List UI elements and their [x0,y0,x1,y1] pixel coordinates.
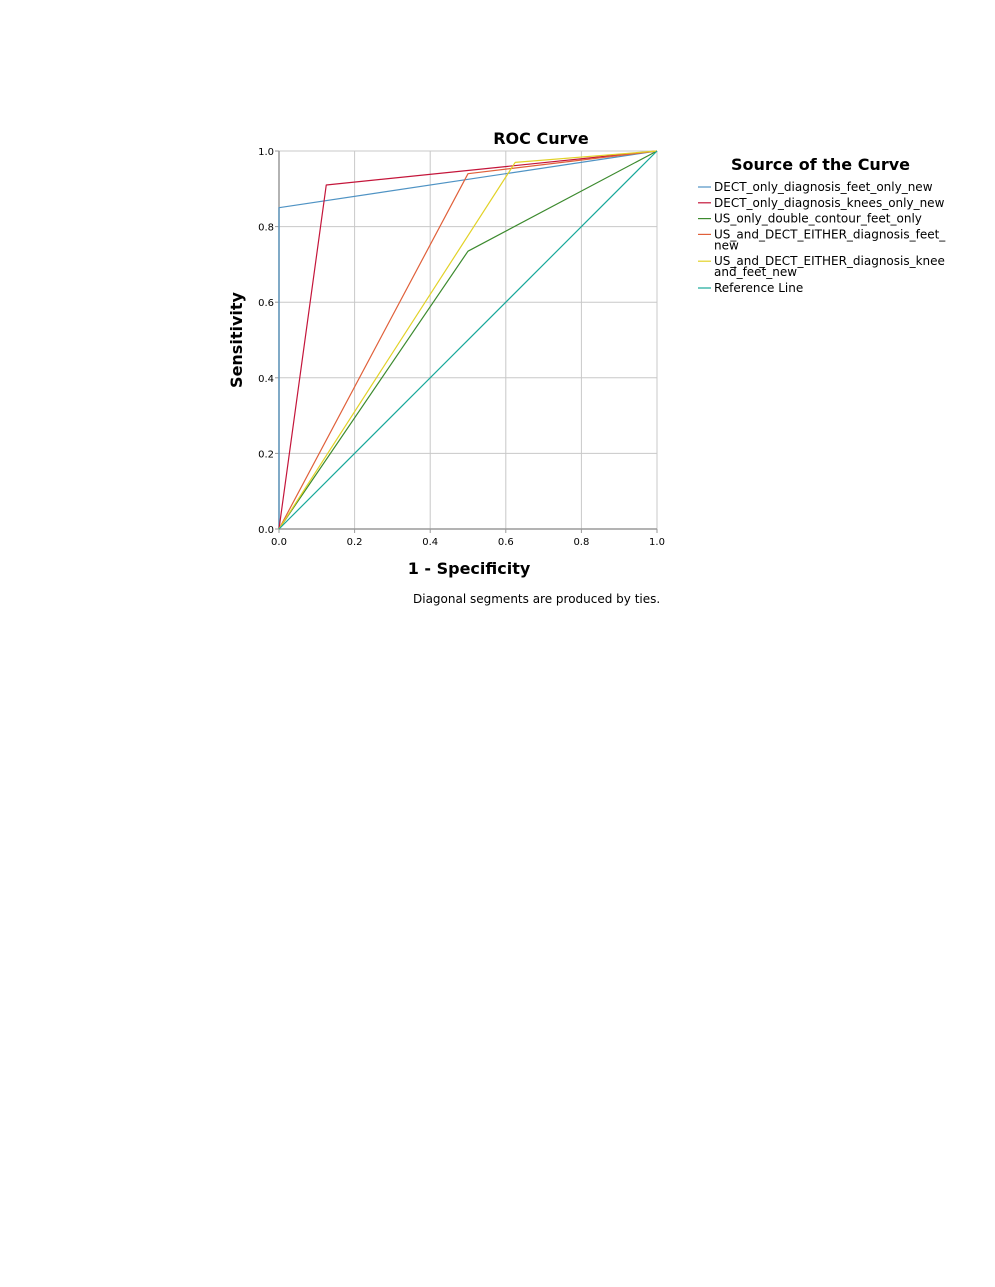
footnote: Diagonal segments are produced by ties. [413,592,661,606]
x-tick-label: 0.0 [271,537,287,548]
legend-label-3: US_only_double_contour_feet_only [714,211,922,226]
x-tick-label: 0.8 [573,537,590,548]
legend-label-5: US_and_DECT_EITHER_diagnosis_knee [714,254,945,269]
x-tick-label: 1.0 [649,537,665,548]
y-tick-label: 0.0 [258,525,274,536]
tick-labels [258,147,665,548]
legend-label-1: DECT_only_diagnosis_feet_only_new [714,180,933,194]
legend-label-4: new [714,238,739,253]
y-tick-label: 1.0 [258,147,274,158]
chart-title: ROC Curve [493,129,589,148]
legend-label-5: and_feet_new [714,265,798,280]
series-line-6 [279,151,657,529]
x-tick-label: 0.4 [422,537,439,548]
y-axis-title: Sensitivity [227,292,246,388]
x-tick-label: 0.2 [346,537,363,548]
legend-title: Source of the Curve [731,155,910,174]
y-tick-label: 0.6 [258,298,274,310]
y-tick-label: 0.4 [258,373,274,385]
legend-label-6: Reference Line [714,281,804,295]
legend [698,180,946,295]
y-tick-label: 0.8 [258,222,274,234]
series-lines [279,151,657,529]
x-axis-title: 1 - Specificity [407,559,531,578]
y-tick-label: 0.2 [258,449,274,461]
legend-label-4: US_and_DECT_EITHER_diagnosis_feet_ [714,227,946,242]
x-tick-label: 0.6 [497,537,514,548]
legend-label-2: DECT_only_diagnosis_knees_only_new [714,195,945,210]
